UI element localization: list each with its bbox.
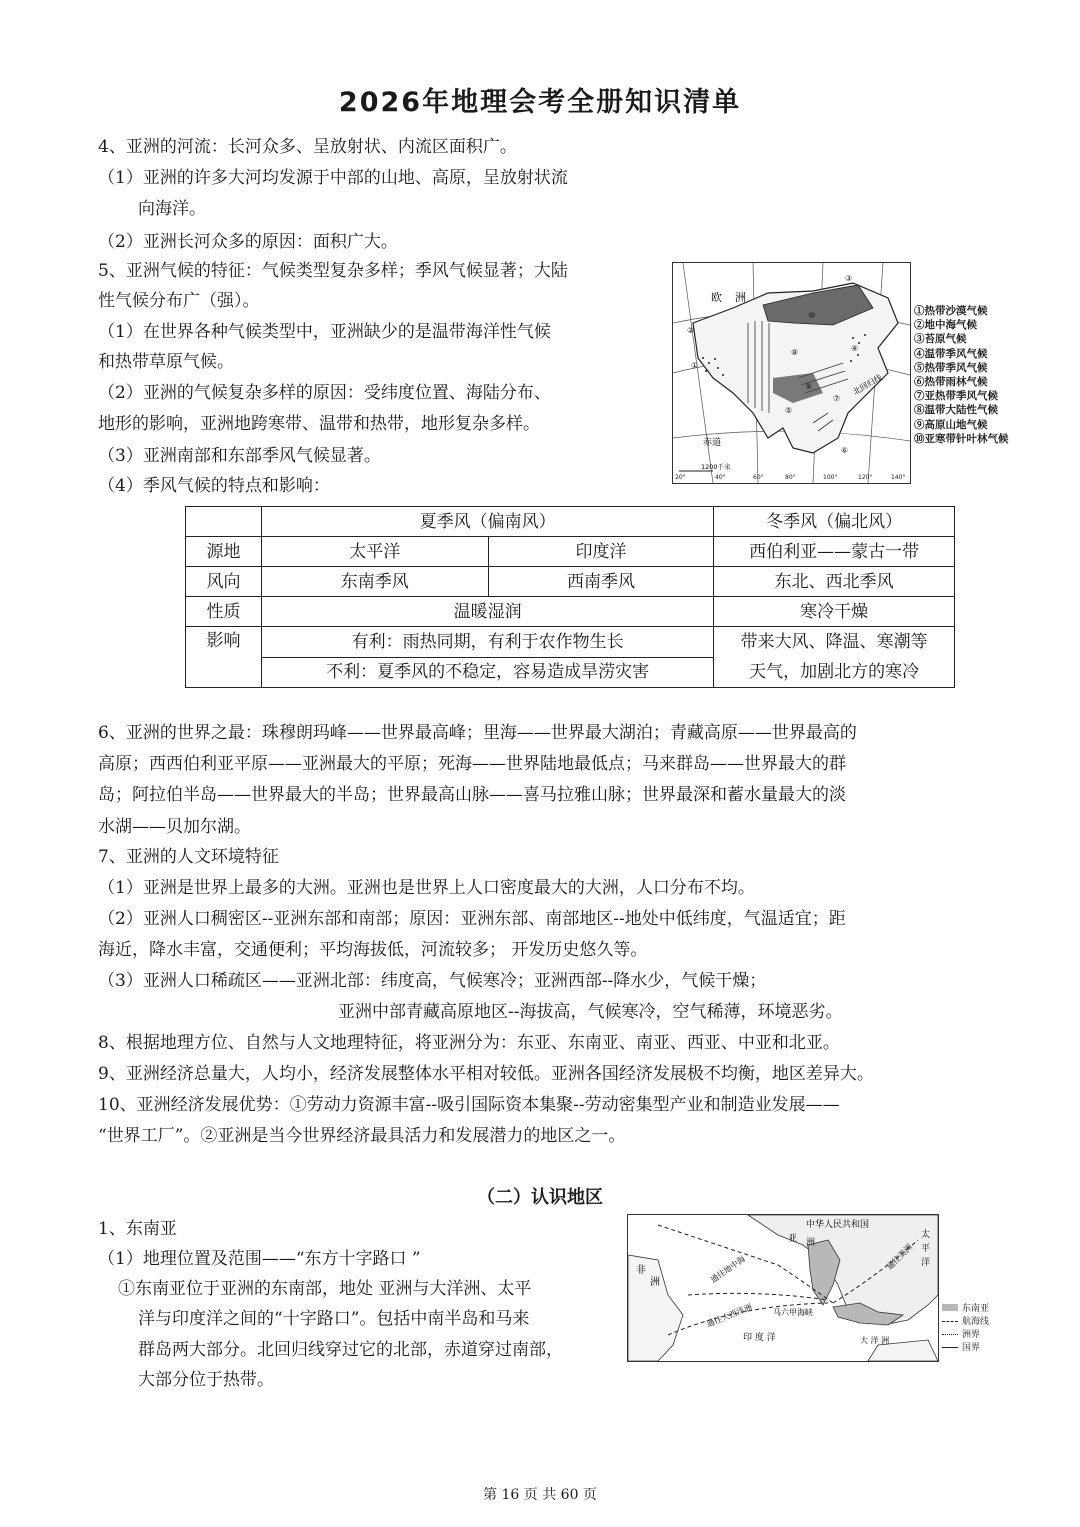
- legend-item: ③苔原气候: [914, 333, 967, 346]
- degree-label: 40°: [715, 474, 726, 481]
- map-label: 亚: [788, 1234, 798, 1244]
- text-line: 和热带草原气候。: [98, 352, 234, 372]
- marker: ⑨: [805, 382, 813, 391]
- legend-label: 航海线: [962, 1317, 990, 1327]
- map-label: 非: [636, 1265, 646, 1276]
- text-line: 1、东南亚: [98, 1219, 177, 1239]
- text-line: 6、亚洲的世界之最：珠穆朗玛峰——世界最高峰；里海——世界最大湖泊；青藏高原——世界最高的: [98, 723, 857, 743]
- marker: ④: [851, 344, 859, 353]
- table-cell: 性质: [186, 597, 262, 627]
- table-cell: [714, 627, 955, 688]
- climate-legend: [914, 304, 1009, 446]
- cell-line: 天气，加剧北方的寒冷: [749, 662, 920, 682]
- text-line: （1）在世界各种气候类型中，亚洲缺少的是温带海洋性气候: [98, 322, 551, 342]
- text-line: 4、亚洲的河流：长河众多、呈放射状、内流区面积广。: [98, 137, 517, 157]
- sea-map-legend: [942, 1303, 989, 1355]
- legend-label: 国界: [962, 1343, 981, 1353]
- legend-item: ④温带季风气候: [914, 347, 988, 360]
- text-line: 水湖——贝加尔湖。: [98, 817, 251, 837]
- marker: ⑩: [808, 311, 816, 320]
- text-line: （2）亚洲人口稠密区--亚洲东部和南部；原因：亚洲东部、南部地区--地处中低纬度，气温适宜；距: [98, 909, 846, 929]
- map-label: 通往美洲: [885, 1242, 915, 1272]
- asia-climate-map: [672, 262, 911, 484]
- text-line: ①东南亚位于亚洲的东南部，地处 亚洲与大洋洲、太平: [118, 1279, 532, 1299]
- table-header: 冬季风（偏北风）: [714, 507, 955, 537]
- table-cell: 太平洋: [261, 537, 488, 567]
- monsoon-table: [185, 506, 955, 688]
- map-label: 北回归线: [851, 372, 884, 397]
- degree-label: 80°: [785, 474, 796, 481]
- text-line: 10、亚洲经济发展优势：①劳动力资源丰富--吸引国际资本集聚--劳动密集型产业和制造业发展——: [98, 1095, 840, 1115]
- table-cell: 不利：夏季风的不稳定，容易造成旱涝灾害: [261, 657, 713, 688]
- text-line: 性气候分布广（强）。: [98, 291, 260, 311]
- map-label: 洋: [921, 1258, 931, 1268]
- map-label: 印 度 洋: [743, 1333, 776, 1343]
- table-cell: [186, 507, 262, 537]
- marker: ⑦: [833, 394, 841, 403]
- section-title: （二）认识地区: [477, 1187, 603, 1208]
- text-line: （3）亚洲南部和东部季风气候显著。: [98, 446, 381, 466]
- text-line: （1）亚洲是世界上最多的大洲。亚洲也是世界上人口密度最大的大洲，人口分布不均。: [98, 878, 755, 898]
- map-label: 马六甲海峡: [773, 1308, 813, 1317]
- text-line: “世界工厂”。②亚洲是当今世界经济最具活力和发展潜力的地区之一。: [98, 1126, 626, 1146]
- legend-item: [942, 1329, 989, 1342]
- map-label: 洲: [806, 1238, 816, 1248]
- degree-label: 120°: [858, 474, 873, 481]
- text-line: （3）亚洲人口稀疏区——亚洲北部：纬度高，气候寒冷；亚洲西部--降水少，气候干燥；: [98, 971, 767, 991]
- degree-label: 20°: [675, 474, 686, 481]
- text-line: （1）地理位置及范围——“东方十字路口 ”: [98, 1249, 421, 1269]
- legend-swatch: [942, 1321, 958, 1322]
- table-cell: 源地: [186, 537, 262, 567]
- table-cell: 印度洋: [488, 537, 714, 567]
- legend-item: ②地中海气候: [914, 319, 977, 332]
- legend-item: ⑧温带大陆性气候: [914, 404, 998, 417]
- marker: ②: [687, 326, 695, 335]
- legend-swatch: [942, 1304, 958, 1311]
- degree-label: 100°: [823, 474, 838, 481]
- table-cell: 风向: [186, 567, 262, 597]
- map-label: 通往地中海: [708, 1254, 747, 1285]
- map-label: 赤道: [703, 438, 722, 448]
- map-label: 洲: [650, 1277, 660, 1288]
- map-label: 中华人民共和国: [806, 1220, 870, 1230]
- table-row: [186, 537, 955, 567]
- map-label: 1200千米: [701, 463, 731, 471]
- marker: ⑤: [785, 406, 793, 415]
- text-line: 向海洋。: [138, 199, 206, 219]
- text-line: 亚洲中部青藏高原地区--海拔高，气候寒冷，空气稀薄，环境恶劣。: [338, 1002, 843, 1022]
- text-line: 洋与印度洋之间的“十字路口”。包括中南半岛和马来: [138, 1309, 530, 1329]
- legend-item: ①热带沙漠气候: [914, 305, 988, 317]
- degree-label: 140°: [891, 474, 906, 481]
- climate-map-graphic: [673, 263, 910, 483]
- text-line: 高原；西西伯利亚平原——亚洲最大的平原；死海——世界陆地最低点；马来群岛——世界最大的群: [98, 754, 846, 774]
- marker: ③: [845, 274, 853, 283]
- text-line: 大部分位于热带。: [138, 1370, 274, 1390]
- text-line: （2）亚洲的气候复杂多样的原因：受纬度位置、海陆分布、: [98, 383, 551, 403]
- legend-item: ⑨高原山地气候: [914, 418, 988, 431]
- table-cell: 东南季风: [261, 567, 488, 597]
- legend-item: [942, 1316, 989, 1329]
- page-title: 2026年地理会考全册知识清单: [338, 87, 742, 118]
- legend-item: ⑩亚寒带针叶林气候: [914, 432, 1009, 445]
- legend-item: ⑥热带雨林气候: [914, 376, 988, 389]
- text-line: （1）亚洲的许多大河均发源于中部的山地、高原，呈放射状流: [98, 168, 568, 188]
- text-line: 地形的影响，亚洲地跨寒带、温带和热带，地形复杂多样。: [98, 414, 540, 434]
- table-cell: 西南季风: [488, 567, 714, 597]
- text-line: 9、亚洲经济总量大，人均小，经济发展整体水平相对较低。亚洲各国经济发展极不均衡，地区差异大。: [98, 1064, 874, 1084]
- map-label: 大 洋 洲: [860, 1336, 890, 1345]
- marker: ⑥: [841, 446, 849, 455]
- legend-swatch: [942, 1334, 958, 1335]
- table-row: [186, 567, 955, 597]
- text-line: 5、亚洲气候的特征：气候类型复杂多样；季风气候显著；大陆: [98, 261, 568, 281]
- marker: ①: [691, 361, 699, 370]
- legend-swatch: [942, 1347, 958, 1348]
- table-row: [186, 627, 955, 658]
- text-line: 岛；阿拉伯半岛——世界最大的半岛；世界最高山脉——喜马拉雅山脉；世界最深和蓄水量最大的淡: [98, 785, 846, 805]
- map-label: 洲: [735, 291, 746, 304]
- text-line: （4）季风气候的特点和影响：: [98, 476, 330, 496]
- table-cell: 西伯利亚——蒙古一带: [714, 537, 955, 567]
- table-cell: 东北、西北季风: [714, 567, 955, 597]
- map-label: 通往大西洋洲: [705, 1302, 754, 1329]
- table-cell: 有利：雨热同期，有利于农作物生长: [261, 627, 713, 658]
- map-label: 太: [921, 1230, 931, 1240]
- legend-label: 东南亚: [962, 1304, 990, 1314]
- text-line: 群岛两大部分。北回归线穿过它的北部，赤道穿过南部，: [138, 1340, 563, 1360]
- degree-label: 60°: [753, 474, 764, 481]
- cell-line: 带来大风、降温、寒潮等: [740, 632, 928, 652]
- legend-item: [942, 1303, 989, 1316]
- text-line: 7、亚洲的人文环境特征: [98, 847, 279, 867]
- table-cell: 温暖湿润: [261, 597, 713, 627]
- legend-item: ⑤热带季风气候: [914, 361, 988, 374]
- southeast-asia-map: [627, 1214, 939, 1362]
- legend-label: 洲界: [962, 1330, 981, 1340]
- map-label: 平: [921, 1244, 931, 1254]
- sea-map-graphic: [628, 1215, 938, 1361]
- page-footer: 第 16 页 共 60 页: [483, 1487, 597, 1503]
- marker: ⑧: [791, 348, 799, 357]
- table-cell: 影响: [186, 627, 262, 688]
- table-row: [186, 597, 955, 627]
- table-header: 夏季风（偏南风）: [261, 507, 713, 537]
- map-label: 欧: [711, 291, 722, 304]
- legend-item: ⑦亚热带季风气候: [914, 390, 998, 403]
- legend-item: [942, 1342, 989, 1355]
- table-row: [186, 507, 955, 537]
- text-line: 8、根据地理方位、自然与人文地理特征，将亚洲分为：东亚、东南亚、南亚、西亚、中亚和北亚。: [98, 1033, 840, 1053]
- text-line: 海近，降水丰富，交通便利；平均海拔低，河流较多； 开发历史悠久等。: [98, 940, 648, 960]
- text-line: （2）亚洲长河众多的原因：面积广大。: [98, 232, 398, 252]
- table-cell: 寒冷干燥: [714, 597, 955, 627]
